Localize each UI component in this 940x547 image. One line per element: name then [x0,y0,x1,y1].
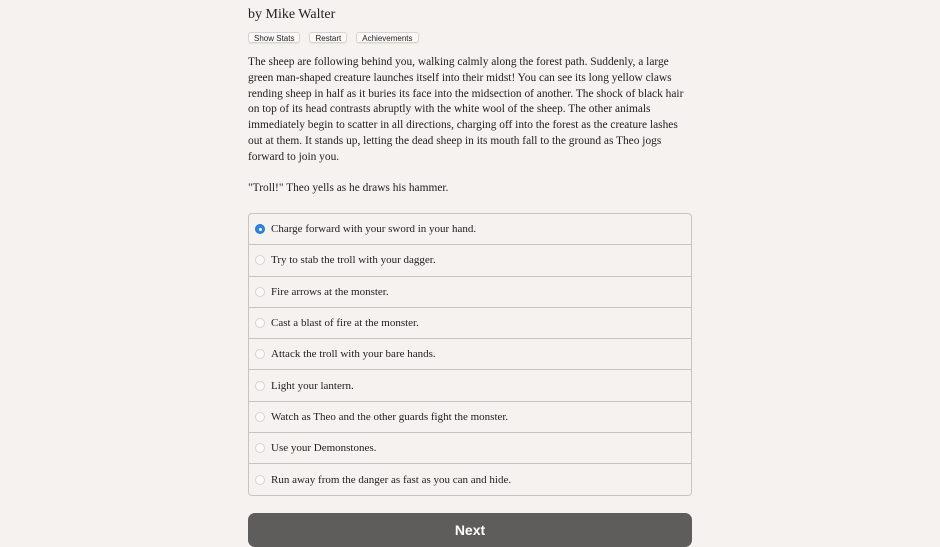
choice-label: Run away from the danger as fast as you can and hide. [271,473,512,486]
choice-label: Cast a blast of fire at the monster. [271,317,419,330]
choice-label: Attack the troll with your bare hands. [271,348,436,361]
choice-option[interactable] [249,214,691,244]
radio-icon[interactable] [255,443,265,453]
choice-option[interactable] [249,432,691,463]
choice-label: Charge forward with your sword in your hand. [271,223,477,236]
choice-label: Watch as Theo and the other guards fight the monster. [271,410,509,423]
radio-icon[interactable] [255,287,265,297]
choice-label: Try to stab the troll with your dagger. [271,254,436,267]
choice-option[interactable] [249,244,691,275]
radio-icon[interactable] [255,381,265,391]
story-paragraph: The sheep are following behind you, walking calmly along the forest path. Suddenly, a large green man-shaped creature launches itself into their midst! You can see its long yellow claws rending sheep in half as it buries its face into the midsection of another. The shock of black hair on top of its head contrasts abruptly with the white wool of the sheep. The other animals immediately begin to scatter in all directions, charging off into the forest as the creature lashes out at them. It stands up, letting the dead sheep in its mouth fall to the ground as Theo jogs forward to join you. [248,56,684,163]
radio-icon[interactable] [255,349,265,359]
radio-icon[interactable] [255,475,265,485]
radio-icon[interactable] [255,412,265,422]
choice-option[interactable] [249,463,691,494]
radio-selected-icon[interactable] [255,224,265,234]
choice-option[interactable] [249,338,691,369]
story-passage [248,55,692,213]
toolbar [248,32,419,43]
choice-option[interactable] [249,307,691,338]
choice-list [248,213,692,496]
achievements-button[interactable]: Achievements [356,32,418,43]
choice-label: Light your lantern. [271,379,354,392]
choice-option[interactable] [249,369,691,400]
next-button[interactable]: Next [248,513,692,547]
choice-label: Use your Demonstones. [271,442,377,455]
radio-icon[interactable] [255,318,265,328]
author-byline: by Mike Walter [248,7,336,22]
radio-icon[interactable] [255,255,265,265]
story-paragraph: "Troll!" Theo yells as he draws his hammer. [248,182,449,195]
choice-option[interactable] [249,276,691,307]
show-stats-button[interactable]: Show Stats [248,32,300,43]
restart-button[interactable]: Restart [309,32,347,43]
choice-label: Fire arrows at the monster. [271,285,389,298]
choice-option[interactable] [249,401,691,432]
